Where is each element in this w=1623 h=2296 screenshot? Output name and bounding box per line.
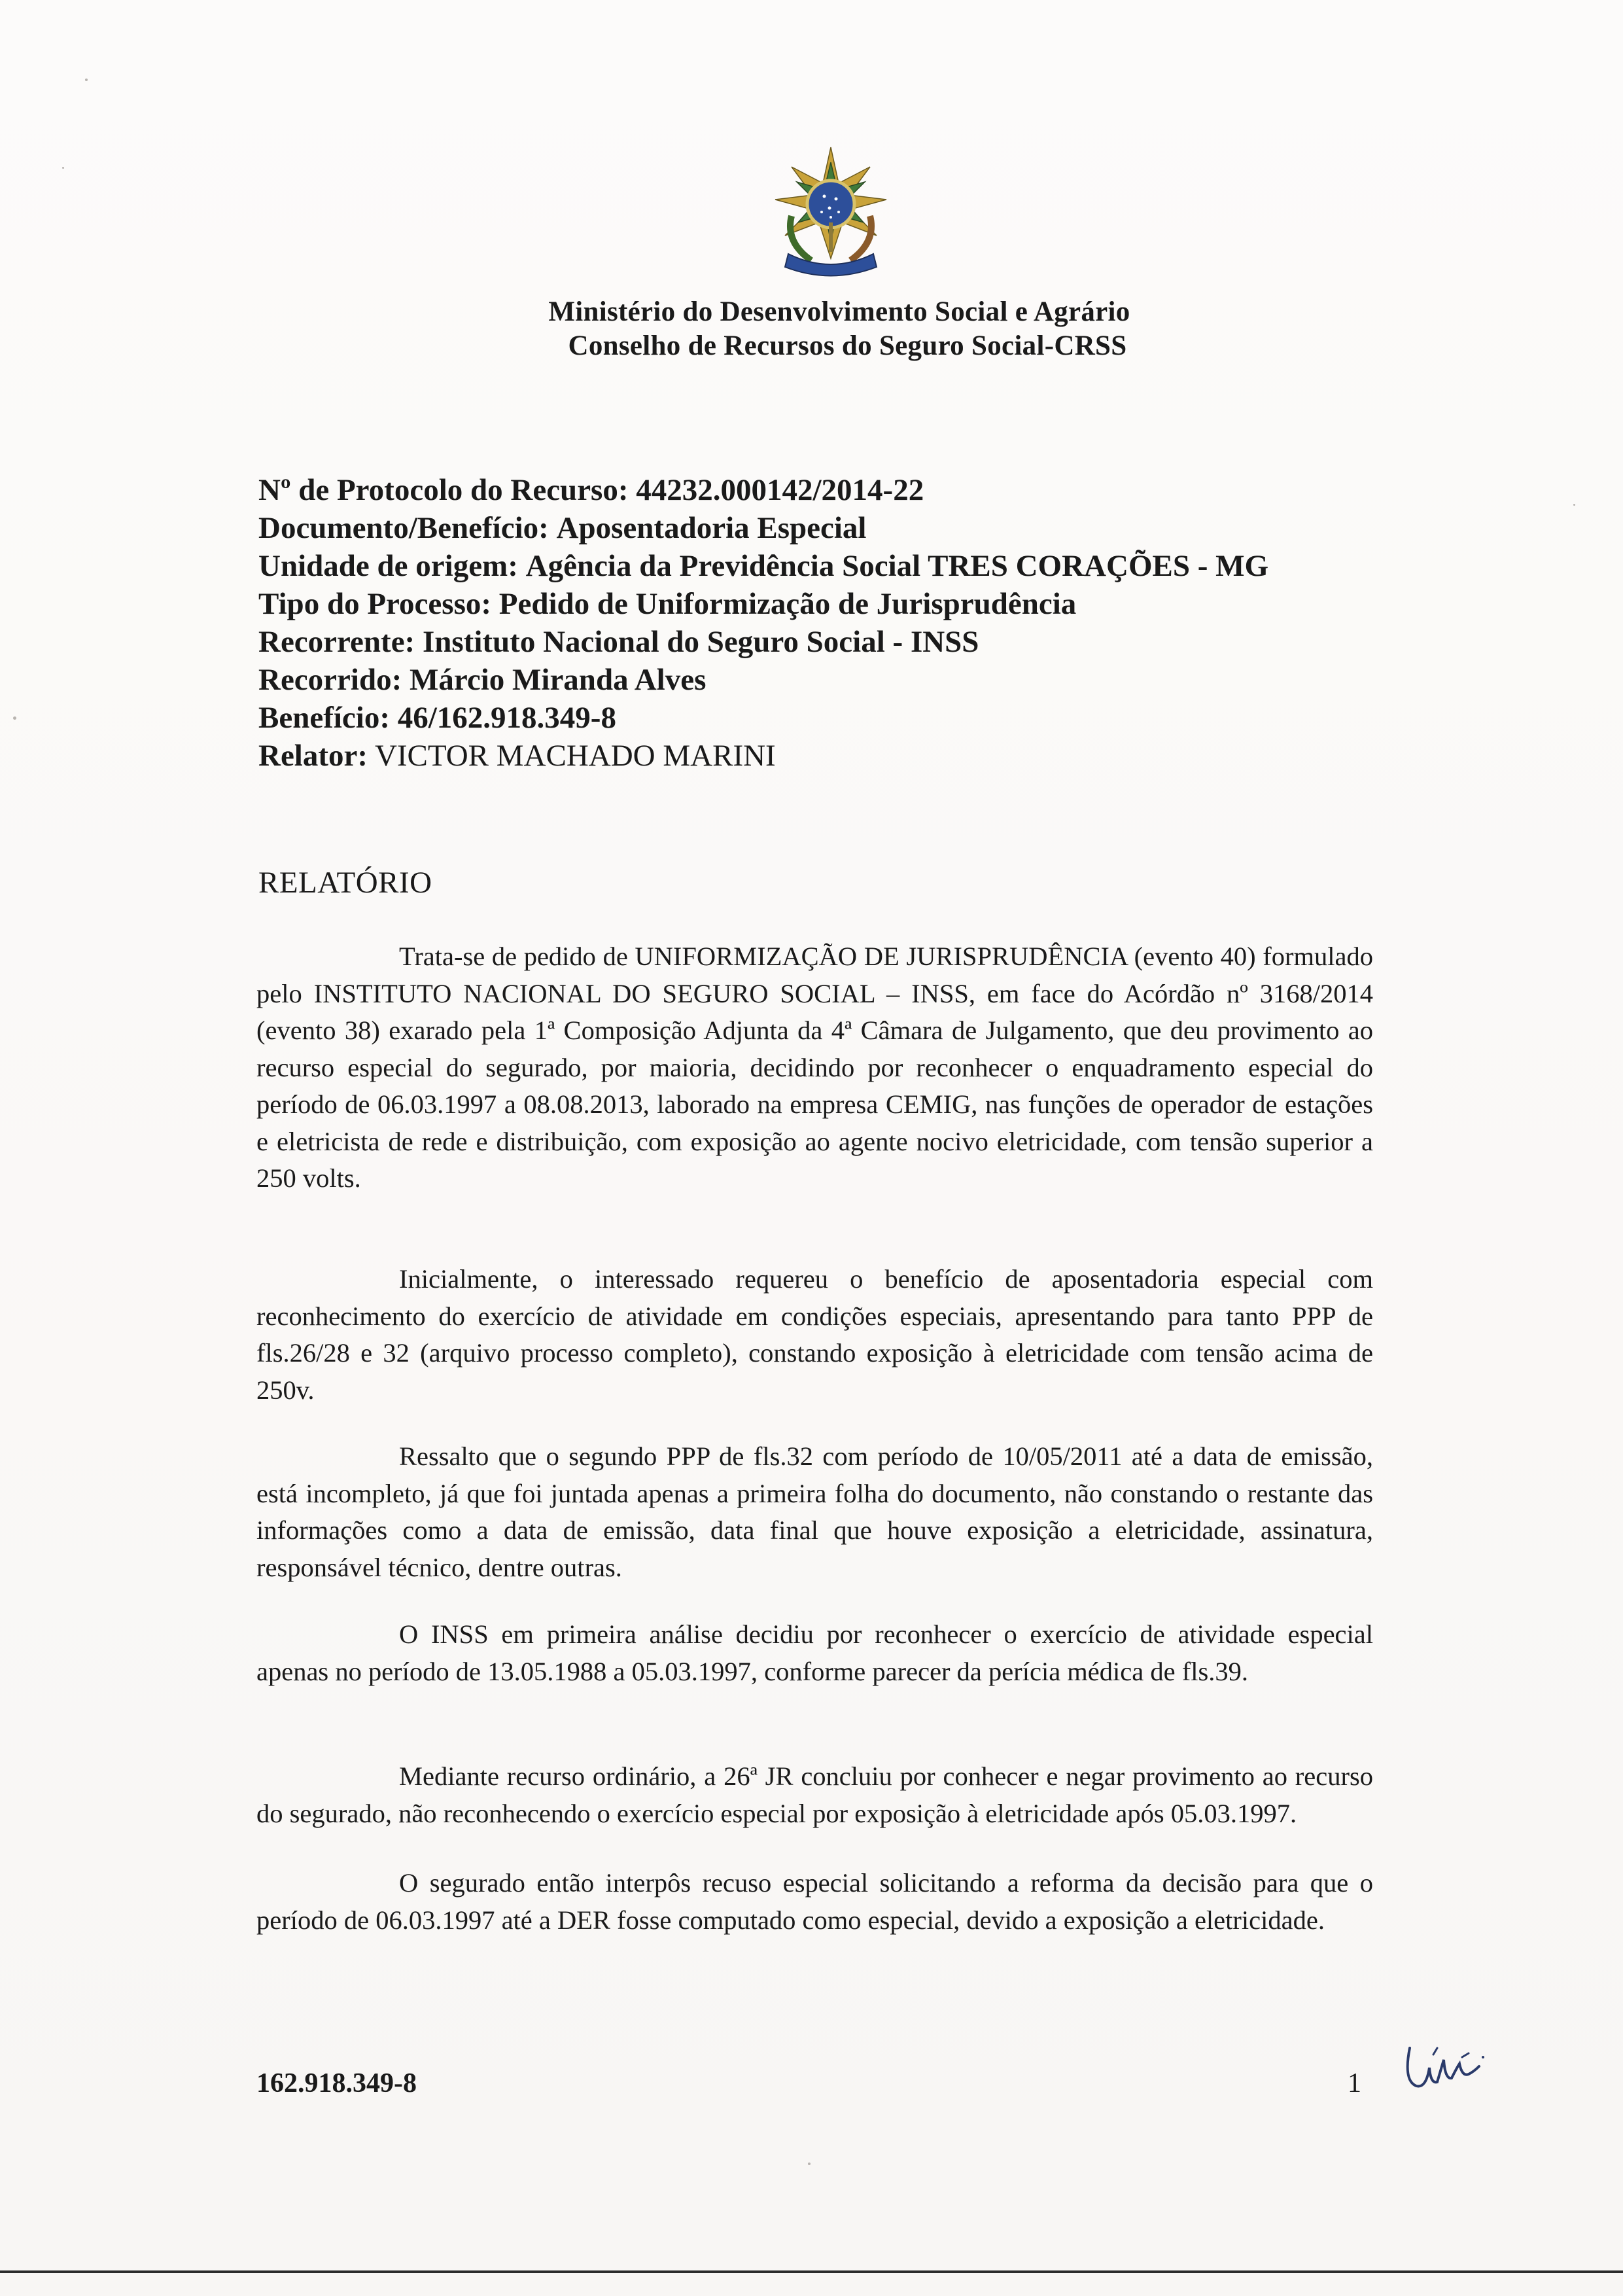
paragraph: Inicialmente, o interessado requereu o benefício de aposentadoria especial com reconhecimento do exercício de atividade em condições especiais, apresentando para tanto PPP de fls.26/28 e 32 (arquivo processo completo), constando exposição à eletricidade com tensão acima de 250v. — [256, 1264, 1373, 1405]
meta-process-type — [258, 585, 1370, 623]
scan-speck — [85, 79, 88, 81]
meta-value: Aposentadoria Especial — [556, 511, 867, 545]
case-metadata — [258, 471, 1370, 775]
scan-speck — [13, 716, 16, 720]
meta-value: Márcio Miranda Alves — [409, 663, 707, 697]
meta-label: Nº de Protocolo do Recurso: — [258, 473, 629, 507]
meta-protocol — [258, 471, 1370, 509]
signature-icon — [1397, 2028, 1488, 2094]
meta-value: Instituto Nacional do Seguro Social - INSS — [422, 625, 979, 659]
meta-document — [258, 509, 1370, 547]
meta-value: Agência da Previdência Social TRES CORAÇÕES - MG — [525, 549, 1269, 583]
scan-speck — [808, 2163, 811, 2165]
page-number: 1 — [1348, 2068, 1361, 2098]
meta-benefit — [258, 699, 1370, 737]
scan-speck — [62, 167, 64, 169]
paragraph: Mediante recurso ordinário, a 26ª JR concluiu por conhecer e negar provimento ao recurso do segurado, não reconhecendo o exercício especial por exposição à eletricidade após 05.03.1997. — [256, 1761, 1373, 1828]
ministry-title: Ministério do Desenvolvimento Social e Agrário — [548, 296, 1130, 327]
bottom-rule — [0, 2270, 1623, 2273]
paragraph: Trata-se de pedido de UNIFORMIZAÇÃO DE JURISPRUDÊNCIA (evento 40) formulado pelo INSTITUTO NACIONAL DO SEGURO SOCIAL – INSS, em face do Acórdão nº 3168/2014 (evento 38) exarado pela 1ª Composição Adjunta da 4ª Câmara de Julgamento, que deu provimento ao recurso especial do segurado, por maioria, decidindo por reconhecer o enquadramento especial do período de 06.03.1997 a 08.08.2013, laborado na empresa CEMIG, nas funções de operador de estações e eletricista de rede e distribuição, com exposição ao agente nocivo eletricidade, com tensão superior a 250 volts. — [256, 942, 1373, 1193]
meta-origin-unit — [258, 547, 1370, 585]
meta-label: Documento/Benefício: — [258, 511, 549, 545]
meta-appellee — [258, 661, 1370, 699]
meta-value: 46/162.918.349-8 — [397, 701, 616, 735]
council-title: Conselho de Recursos do Seguro Social-CRSS — [568, 330, 1127, 361]
paragraph: O INSS em primeira análise decidiu por reconhecer o exercício de atividade especial apenas no período de 13.05.1988 a 05.03.1997, conforme parecer da perícia médica de fls.39. — [256, 1619, 1373, 1686]
meta-value: 44232.000142/2014-22 — [636, 473, 924, 507]
meta-appellant — [258, 623, 1370, 661]
brazil-coat-of-arms-icon — [765, 144, 896, 278]
meta-label: Relator: — [258, 739, 368, 773]
footer-benefit-number: 162.918.349-8 — [256, 2068, 417, 2098]
meta-value: VICTOR MACHADO MARINI — [374, 739, 776, 773]
meta-label: Recorrente: — [258, 625, 415, 659]
scan-speck — [1573, 504, 1575, 506]
meta-value: Pedido de Uniformização de Jurisprudência — [498, 587, 1077, 621]
meta-label: Benefício: — [258, 701, 390, 735]
meta-label: Recorrido: — [258, 663, 402, 697]
meta-rapporteur — [258, 737, 1370, 775]
section-title: RELATÓRIO — [258, 866, 432, 900]
meta-label: Unidade de origem: — [258, 549, 518, 583]
meta-label: Tipo do Processo: — [258, 587, 492, 621]
paragraph: Ressalto que o segundo PPP de fls.32 com período de 10/05/2011 até a data de emissão, está incompleto, já que foi juntada apenas a primeira folha do documento, não constando o restante das informações como a data de emissão, data final que houve exposição a eletricidade, assinatura, responsável técnico, dentre outras. — [256, 1441, 1373, 1582]
paragraph: O segurado então interpôs recuso especial solicitando a reforma da decisão para que o período de 06.03.1997 até a DER fosse computado como especial, devido a exposição a eletricidade. — [256, 1868, 1373, 1935]
